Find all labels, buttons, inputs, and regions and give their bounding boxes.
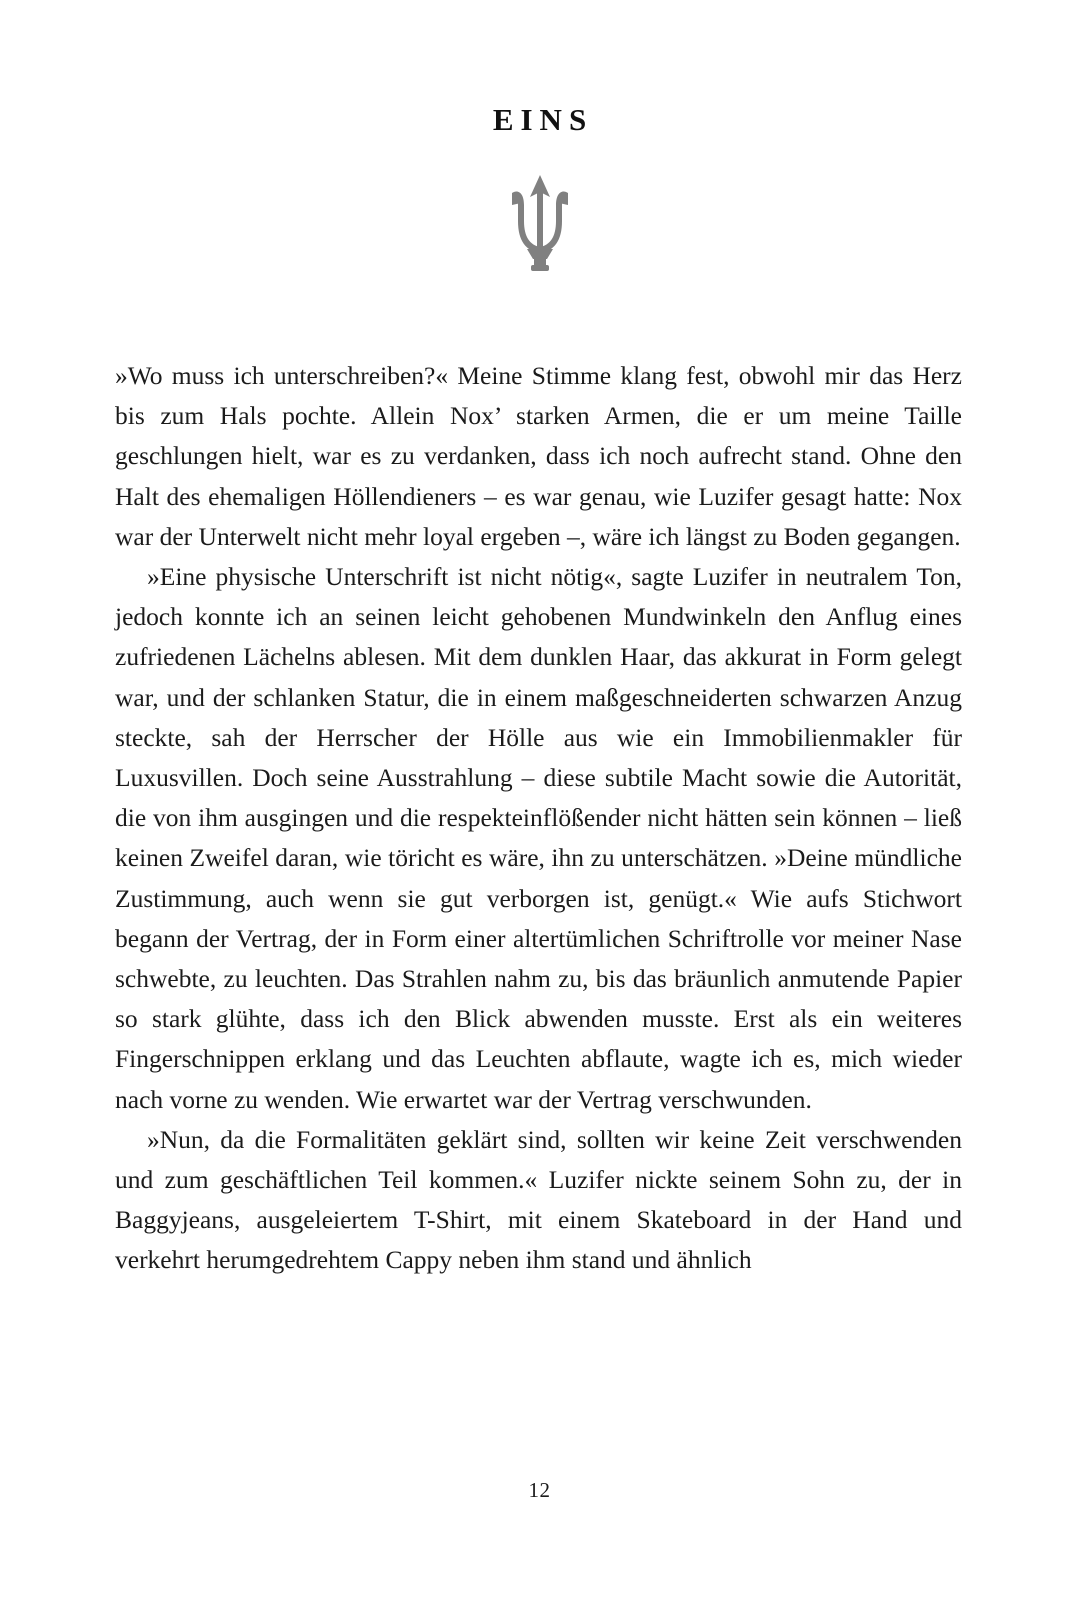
paragraph-2: »Eine physische Unterschrift ist nicht nötig«, sagte Luzifer in neutralem Ton, jedoch konnte ich an seinen leicht gehobenen Mundwinkeln den Anflug eines zufriedenen Lächelns ablesen. Mit dem dunklen Haar, das akkurat in Form gelegt war, und der schlanken Statur, die in einem maßgeschneiderten schwarzen Anzug steckte, sah der Herrscher der Hölle aus wie ein Immobilienmakler für Luxusvillen. Doch seine Ausstrahlung – diese subtile Macht sowie die Autorität, die von ihm ausgingen und die respekteinflößender nicht hätten sein können – ließ keinen Zweifel daran, wie töricht es wäre, ihn zu unterschätzen. »Deine mündliche Zustimmung, auch wenn sie gut verborgen ist, genügt.« Wie aufs Stichwort begann der Vertrag, der in Form einer altertümlichen Schriftrolle vor meiner Nase schwebte, zu leuchten. Das Strahlen nahm zu, bis das bräunlich anmutende Papier so stark glühte, dass ich den Blick abwenden musste. Erst als ein weiteres Fingerschnippen erklang und das Leuchten abflaute, wagte ich es, mich wieder nach vorne zu wenden. Wie erwartet war der Vertrag verschwunden. [115, 562, 962, 1114]
body-text-block [115, 356, 962, 1281]
page-title: EINS [492, 102, 594, 137]
paragraph-1: »Wo muss ich unterschreiben?« Meine Stimme klang fest, obwohl mir das Herz bis zum Hals pochte. Allein Nox’ starken Armen, die er um meine Taille geschlungen hielt, war es zu verdanken, dass ich noch aufrecht stand. Ohne den Halt des ehemaligen Höllendieners – es war genau, wie Luzifer gesagt hatte: Nox war der Unterwelt nicht mehr loyal ergeben –, wäre ich längst zu Boden gegangen. [115, 361, 962, 551]
trident-icon [497, 175, 583, 271]
page-number: 12 [528, 1478, 551, 1502]
chapter-header [0, 0, 1079, 135]
chapter-ornament [0, 175, 1079, 271]
paragraph-3: »Nun, da die Formalitäten geklärt sind, sollten wir keine Zeit verschwenden und zum geschäftlichen Teil kommen.« Luzifer nickte seinem Sohn zu, der in Baggyjeans, ausgeleiertem T-Shirt, mit einem Skateboard in der Hand und verkehrt herumgedrehtem Cappy neben ihm stand und ähnlich [115, 1124, 962, 1275]
